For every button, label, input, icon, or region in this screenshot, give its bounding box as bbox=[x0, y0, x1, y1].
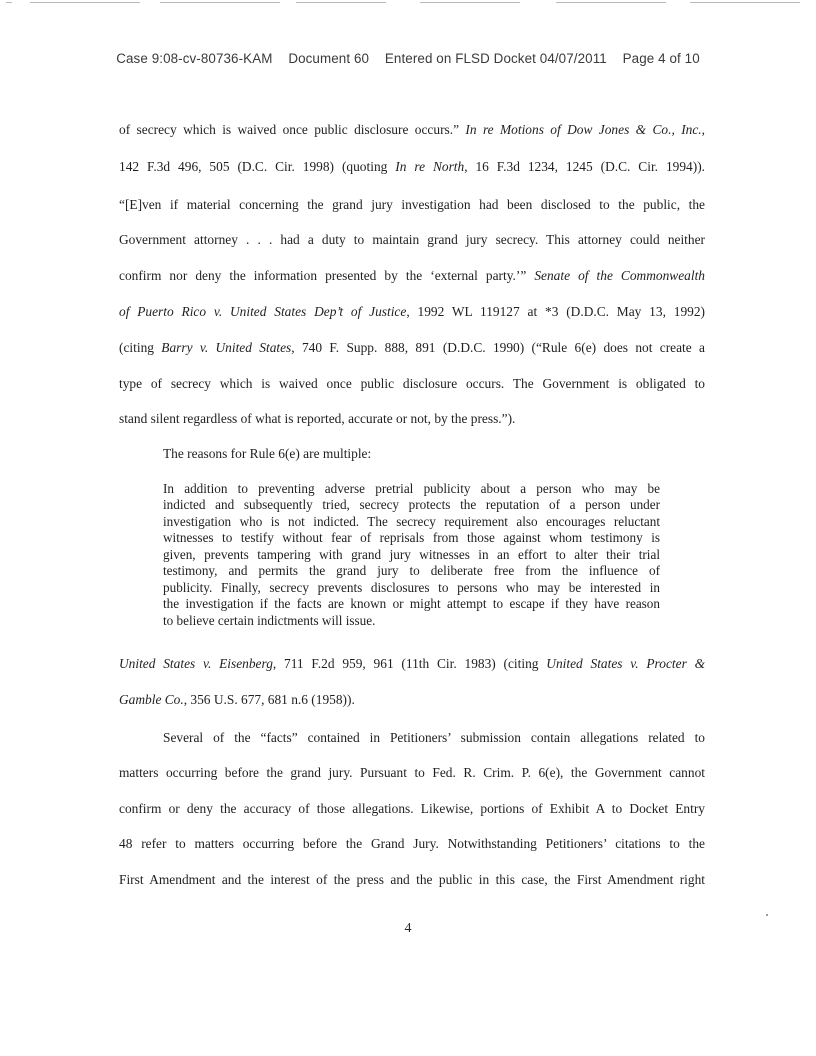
text-run: 142 F.3d 496, 505 (D.C. Cir. 1998) (quoting bbox=[119, 159, 396, 174]
quote-line: given, prevents tampering with grand jury witnesses in an effort to alter their trial bbox=[163, 547, 660, 562]
text-line bbox=[119, 692, 705, 708]
quote-line: testimony, and permits the grand jury to deliberate free from the influence of bbox=[163, 563, 660, 578]
text-line bbox=[119, 304, 705, 320]
text-line bbox=[119, 656, 705, 672]
text-line bbox=[119, 159, 705, 175]
quote-line: the investigation if the facts are known or might attempt to escape if they have reason bbox=[163, 596, 660, 611]
scan-artifact-top bbox=[0, 0, 816, 6]
entered-date: Entered on FLSD Docket 04/07/2011 bbox=[384, 51, 607, 66]
text-line bbox=[119, 836, 705, 852]
quote-line: In addition to preventing adverse pretrial publicity about a person who may be bbox=[163, 481, 660, 496]
italic-citation: United States v. Eisenberg bbox=[119, 656, 273, 671]
page-number: 4 bbox=[404, 921, 412, 936]
document-number: Document 60 bbox=[288, 51, 370, 66]
text-run: , 1992 WL 119127 at *3 (D.D.C. May 13, 1992) bbox=[406, 304, 705, 319]
text-run: Several of the “facts” contained in Petitioners’ submission contain allegations related to bbox=[163, 730, 705, 745]
text-line bbox=[119, 340, 705, 356]
text-line bbox=[119, 197, 705, 213]
text-line bbox=[119, 411, 705, 427]
text-run: confirm or deny the accuracy of those allegations. Likewise, portions of Exhibit A to Docket Entry bbox=[119, 801, 705, 816]
text-run: , 711 F.2d 959, 961 (11th Cir. 1983) (citing bbox=[272, 656, 547, 671]
text-line bbox=[119, 765, 705, 781]
text-run: Government attorney . . . had a duty to maintain grand jury secrecy. This attorney could neither bbox=[119, 232, 705, 247]
quote-line: investigation who is not indicted. The secrecy requirement also encourages reluctant bbox=[163, 514, 660, 529]
italic-citation: Senate of the Commonwealth bbox=[534, 268, 705, 283]
docket-header bbox=[0, 51, 816, 66]
scan-speck bbox=[766, 914, 768, 916]
text-run: 48 refer to matters occurring before the Grand Jury. Notwithstanding Petitioners’ citations to the bbox=[119, 836, 705, 851]
italic-citation: Barry v. United States bbox=[161, 340, 292, 355]
text-run: confirm nor deny the information presented by the ‘external party.’” bbox=[119, 268, 535, 283]
text-line bbox=[119, 801, 705, 817]
text-run: “[E]ven if material concerning the grand jury investigation had been disclosed to the public, the bbox=[119, 197, 705, 212]
quote-line: witnesses to testify without fear of reprisals from those against whom testimony is bbox=[163, 530, 660, 545]
text-run: of secrecy which is waived once public disclosure occurs.” bbox=[119, 122, 466, 137]
text-run: (citing bbox=[119, 340, 162, 355]
text-run: type of secrecy which is waived once public disclosure occurs. The Government is obligated to bbox=[119, 376, 705, 391]
text-run: , 356 U.S. 677, 681 n.6 (1958)). bbox=[183, 692, 355, 707]
text-line bbox=[119, 730, 705, 746]
text-run: , 16 F.3d 1234, 1245 (D.C. Cir. 1994)). bbox=[464, 159, 706, 174]
text-line bbox=[119, 232, 705, 248]
text-run: , bbox=[701, 122, 705, 137]
italic-citation: In re Motions of Dow Jones & Co., Inc. bbox=[465, 122, 702, 137]
case-number: Case 9:08-cv-80736-KAM bbox=[116, 51, 273, 66]
quote-line: to believe certain indictments will issue. bbox=[163, 613, 376, 628]
intro-line: The reasons for Rule 6(e) are multiple: bbox=[163, 446, 372, 461]
text-line bbox=[119, 122, 705, 138]
italic-citation: of Puerto Rico v. United States Dep’t of Justice bbox=[119, 304, 407, 319]
page-indicator: Page 4 of 10 bbox=[622, 51, 700, 66]
text-run: , 740 F. Supp. 888, 891 (D.D.C. 1990) (“Rule 6(e) does not create a bbox=[291, 340, 705, 355]
text-run: stand silent regardless of what is reported, accurate or not, by the press.”). bbox=[119, 411, 516, 426]
quote-line: publicity. Finally, secrecy prevents disclosures to persons who may be interested in bbox=[163, 580, 660, 595]
text-line bbox=[119, 872, 705, 888]
text-run: matters occurring before the grand jury. Pursuant to Fed. R. Crim. P. 6(e), the Government cannot bbox=[119, 765, 705, 780]
italic-citation: In re North bbox=[395, 159, 465, 174]
text-run: First Amendment and the interest of the press and the public in this case, the First Amendment right bbox=[119, 872, 705, 887]
text-line bbox=[119, 376, 705, 392]
italic-citation: United States v. Procter & bbox=[546, 656, 705, 671]
text-line bbox=[119, 268, 705, 284]
italic-citation: Gamble Co. bbox=[119, 692, 184, 707]
quote-line: indicted and subsequently tried, secrecy protects the reputation of a person under bbox=[163, 497, 660, 512]
